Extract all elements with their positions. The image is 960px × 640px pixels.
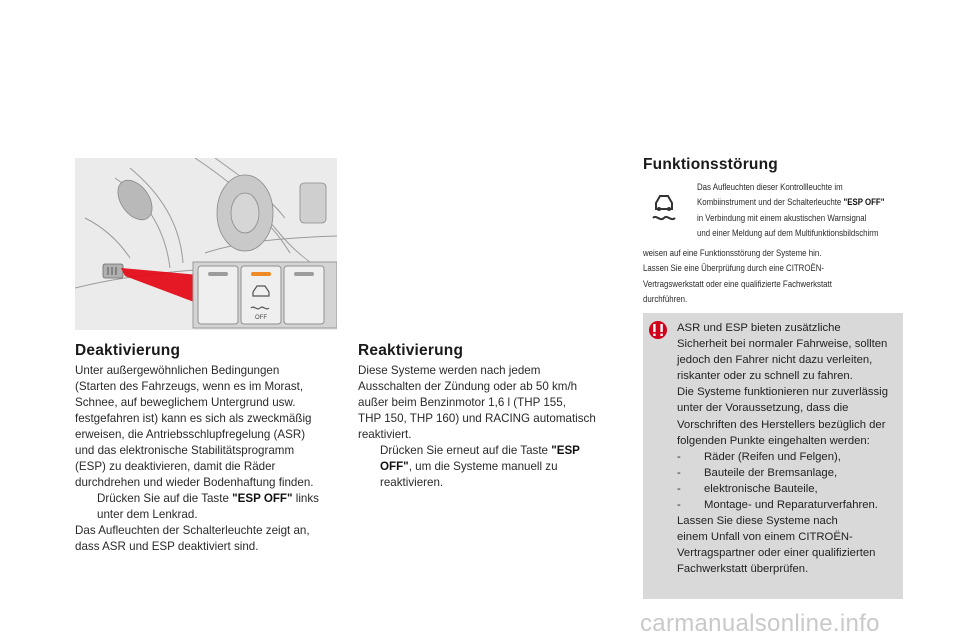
text-line: Vorschriften des Herstellers bezüglich der bbox=[677, 418, 886, 431]
text-line: folgenden Punkte eingehalten werden: bbox=[677, 434, 870, 447]
text-line: Die Systeme funktionieren nur zuverlässig bbox=[677, 386, 888, 399]
text-line: durchdrehen und wieder Bodenhaftung finden. bbox=[75, 476, 314, 489]
text-line: Lassen Sie eine Überprüfung durch eine CITROËN- bbox=[643, 263, 825, 275]
warning-icon bbox=[648, 320, 668, 340]
dashboard-illustration bbox=[75, 158, 337, 330]
deaktivierung-heading: Deaktivierung bbox=[75, 342, 181, 359]
reaktivierung-heading: Reaktivierung bbox=[358, 342, 464, 359]
text-line: (Starten des Fahrzeugs, wenn es im Morast, bbox=[75, 380, 304, 393]
instruction-bullet bbox=[75, 491, 345, 507]
text-line: und einer Meldung auf dem Multifunktionsbildschirm bbox=[697, 228, 879, 240]
text-line: jedoch den Fahrer nicht dazu verleiten, bbox=[677, 354, 873, 367]
instruction-bullet bbox=[358, 443, 628, 459]
text-line: Sicherheit bei normaler Fahrweise, sollten bbox=[677, 338, 888, 351]
dash-symbol: - bbox=[677, 466, 681, 479]
dash-symbol: - bbox=[677, 482, 681, 495]
text-line: unter der Voraussetzung, dass die bbox=[677, 402, 849, 415]
text-line: Fachwerkstatt überprüfen. bbox=[677, 563, 809, 576]
esp-off-key-ref: "ESP OFF" bbox=[232, 492, 293, 505]
list-item-text: elektronische Bauteile, bbox=[704, 482, 818, 495]
list-item bbox=[677, 449, 901, 465]
bullet-text: Drücken Sie auf die Taste bbox=[97, 492, 233, 505]
dash-symbol: - bbox=[677, 499, 681, 512]
list-item-text: Räder (Reifen und Felgen), bbox=[704, 450, 841, 463]
esp-off-key-ref: "ESP OFF" bbox=[843, 197, 885, 209]
text-line: einem Unfall von einem CITROËN- bbox=[677, 531, 853, 544]
funktionsstoerung-heading: Funktionsstörung bbox=[643, 156, 778, 173]
text-line: ASR und ESP bieten zusätzliche bbox=[677, 322, 841, 334]
text-line: Diese Systeme werden nach jedem bbox=[358, 364, 541, 377]
deaktivierung-text bbox=[75, 363, 345, 555]
warning-text bbox=[677, 320, 901, 578]
bullet-text: links bbox=[292, 492, 319, 505]
bullet-continuation: reaktivieren. bbox=[380, 476, 444, 489]
list-item bbox=[677, 497, 901, 513]
text-line: erweisen, die Antriebsschlupfregelung (ASR) bbox=[75, 428, 306, 441]
watermark: carmanualsonline.info bbox=[640, 610, 880, 637]
text-line: (ESP) zu deaktivieren, damit die Räder bbox=[75, 460, 276, 473]
dash-symbol: - bbox=[677, 450, 681, 463]
list-item-text: Bauteile der Bremsanlage, bbox=[704, 466, 838, 479]
bullet-continuation bbox=[358, 459, 628, 475]
text-line: in Verbindung mit einem akustischen Warnsignal bbox=[697, 212, 867, 224]
text-line: Lassen Sie diese Systeme nach bbox=[677, 515, 838, 528]
funktionsstoerung-text-cont bbox=[643, 246, 832, 308]
text-line: Vertragspartner oder einer qualifizierten bbox=[677, 547, 876, 560]
list-item bbox=[677, 481, 901, 497]
esp-key-ref: "ESP bbox=[551, 444, 580, 457]
bullet-text: , um die Systeme manuell zu bbox=[408, 460, 558, 473]
text-line: riskanter oder zu schnell zu fahren. bbox=[677, 370, 853, 383]
text-line: Vertragswerkstatt oder eine qualifizierte Fachwerkstatt bbox=[643, 278, 832, 290]
text-line: festgefahren ist) kann es sich als zweckmäßig bbox=[75, 412, 312, 425]
off-key-ref: OFF" bbox=[380, 460, 409, 473]
text-line: Unter außergewöhnlichen Bedingungen bbox=[75, 364, 280, 377]
text-line: durchführen. bbox=[643, 294, 688, 306]
text-line: reaktiviert. bbox=[358, 428, 412, 441]
text-line: Schnee, auf beweglichem Untergrund usw. bbox=[75, 396, 296, 409]
text-line: Kombiinstrument und der Schalterleuchte bbox=[697, 197, 844, 209]
text-line: Das Aufleuchten der Schalterleuchte zeigt an, bbox=[75, 524, 310, 537]
funktionsstoerung-text bbox=[697, 180, 884, 242]
dashboard-drawing bbox=[75, 158, 337, 330]
text-line: dass ASR und ESP deaktiviert sind. bbox=[75, 540, 259, 553]
text-line: Das Aufleuchten dieser Kontrollleuchte im bbox=[697, 182, 843, 193]
esp-warning-lamp-icon bbox=[646, 188, 682, 224]
bullet-continuation: unter dem Lenkrad. bbox=[97, 508, 198, 521]
bullet-text: Drücken Sie erneut auf die Taste bbox=[380, 444, 552, 457]
text-line: weisen auf eine Funktionsstörung der Systeme hin. bbox=[643, 248, 822, 259]
text-line: und das elektronische Stabilitätsprogramm bbox=[75, 444, 295, 457]
text-line: THP 150, THP 160) und RACING automatisch bbox=[358, 412, 596, 425]
reaktivierung-text bbox=[358, 363, 628, 491]
list-item-text: Montage- und Reparaturverfahren. bbox=[704, 499, 878, 512]
text-line: Ausschalten der Zündung oder ab 50 km/h bbox=[358, 380, 578, 393]
text-line: außer beim Benzinmotor 1,6 l (THP 155, bbox=[358, 396, 566, 409]
off-button-label: OFF bbox=[255, 315, 267, 321]
list-item bbox=[677, 465, 901, 481]
